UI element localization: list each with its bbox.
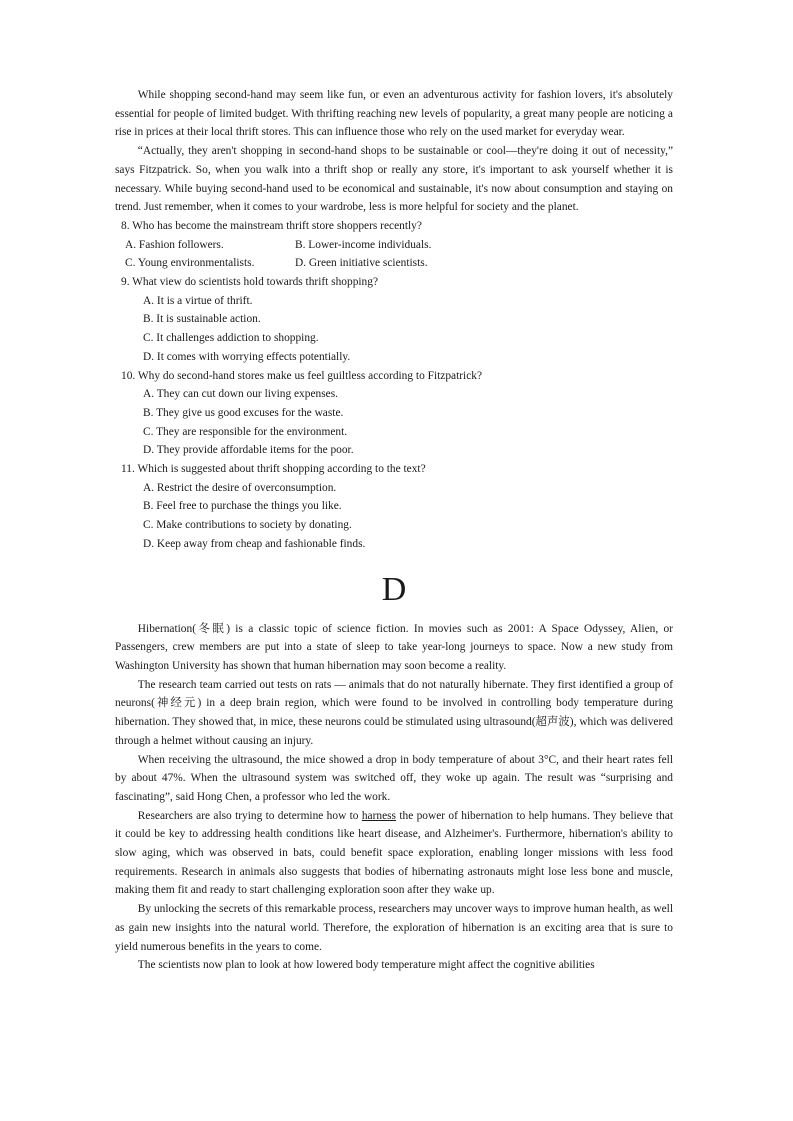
question-10 bbox=[115, 367, 673, 461]
text-run: Researchers are also trying to determine how to bbox=[137, 809, 362, 822]
option-a: A. Fashion followers. bbox=[125, 238, 224, 251]
question-stem: 10. Why do second-hand stores make us feel guiltless according to Fitzpatrick? bbox=[121, 369, 483, 382]
option-b: B. Lower-income individuals. bbox=[295, 238, 432, 251]
option-b: B. Feel free to purchase the things you like. bbox=[143, 500, 342, 513]
paragraph: Hibernation(冬眠) is a classic topic of science fiction. In movies such as 2001: A Space Odyssey, Alien, or Passengers, crew members are put into a state of sleep to take year-long journeys to space. Now a new study from Washington University has shown that human hibernation may soon become a reality. bbox=[115, 622, 673, 672]
paragraph: The scientists now plan to look at how lowered body temperature might affect the cognitive abilities bbox=[137, 959, 595, 972]
option-a: A. Restrict the desire of overconsumption. bbox=[143, 481, 337, 494]
section-heading: D bbox=[381, 570, 407, 608]
page-content bbox=[115, 86, 673, 975]
option-d: D. Keep away from cheap and fashionable finds. bbox=[143, 537, 366, 550]
paragraph bbox=[115, 807, 673, 901]
question-stem: 9. What view do scientists hold towards thrift shopping? bbox=[121, 276, 378, 289]
option-d: D. It comes with worrying effects potentially. bbox=[143, 350, 351, 363]
paragraph: While shopping second-hand may seem like fun, or even an adventurous activity for fashion lovers, it's absolutely essential for people of limited budget. With thrifting reaching new levels of popularity, a great many people are noticing a rise in prices at their local thrift stores. This can influence those who rely on the used market for everyday wear. bbox=[115, 89, 673, 139]
option-a: A. It is a virtue of thrift. bbox=[143, 294, 253, 307]
option-b: B. They give us good excuses for the waste. bbox=[143, 406, 344, 419]
option-c: C. Make contributions to society by donating. bbox=[143, 519, 352, 532]
underlined-word: harness bbox=[361, 809, 396, 822]
question-11 bbox=[115, 460, 673, 554]
option-c: C. They are responsible for the environment. bbox=[143, 425, 348, 438]
paragraph: When receiving the ultrasound, the mice showed a drop in body temperature of about 3°C, and their heart rates fell by about 47%. When the ultrasound system was switched off, they woke up again. The result was “surprising and fascinating”, said Hong Chen, a professor who led the work. bbox=[115, 753, 673, 803]
option-c: C. It challenges addiction to shopping. bbox=[143, 332, 319, 345]
text-run: the power of hibernation to help humans. They believe that it could be key to addressing health conditions like heart disease, and Alzheimer's. Furthermore, hibernation's ability to slow aging, which was observed in bats, could benefit space exploration, enabling longer missions with less food requirements. Research in animals also suggests that bodies of hibernating astronauts might lose less bone and muscle, making them fit and ready to start challenging exploration soon after they wake up. bbox=[115, 809, 673, 897]
paragraph: By unlocking the secrets of this remarkable process, researchers may uncover ways to improve human health, as well as gain new insights into the natural world. Therefore, the exploration of hibernation is an exciting area that is sure to yield numerous benefits in the years to come. bbox=[115, 903, 673, 953]
paragraph: “Actually, they aren't shopping in second-hand shops to be sustainable or cool—they're doing it out of necessity,” says Fitzpatrick. So, when you walk into a thrift shop or really any store, it's important to ask yourself whether it is necessary. While buying second-hand used to be economical and sustainable, it's now about consumption and staying on trend. Just remember, when it comes to your wardrobe, less is more helpful for society and the planet. bbox=[115, 145, 673, 214]
option-c: C. Young environmentalists. bbox=[125, 257, 255, 270]
option-d: D. They provide affordable items for the poor. bbox=[143, 444, 354, 457]
paragraph: The research team carried out tests on rats — animals that do not naturally hibernate. They first identified a group of neurons(神经元) in a deep brain region, which were found to be involved in controlling body temperature during hibernation. They showed that, in mice, these neurons could be stimulated using ultrasound(超声波), which was delivered through a helmet without causing an injury. bbox=[115, 678, 673, 747]
option-row bbox=[115, 236, 673, 255]
question-8 bbox=[115, 217, 673, 273]
question-stem: 11. Which is suggested about thrift shopping according to the text? bbox=[121, 463, 426, 476]
option-row bbox=[115, 254, 673, 273]
option-b: B. It is sustainable action. bbox=[143, 313, 261, 326]
question-stem: 8. Who has become the mainstream thrift store shoppers recently? bbox=[121, 219, 422, 232]
question-9 bbox=[115, 273, 673, 367]
option-d: D. Green initiative scientists. bbox=[295, 257, 428, 270]
option-a: A. They can cut down our living expenses. bbox=[143, 388, 338, 401]
